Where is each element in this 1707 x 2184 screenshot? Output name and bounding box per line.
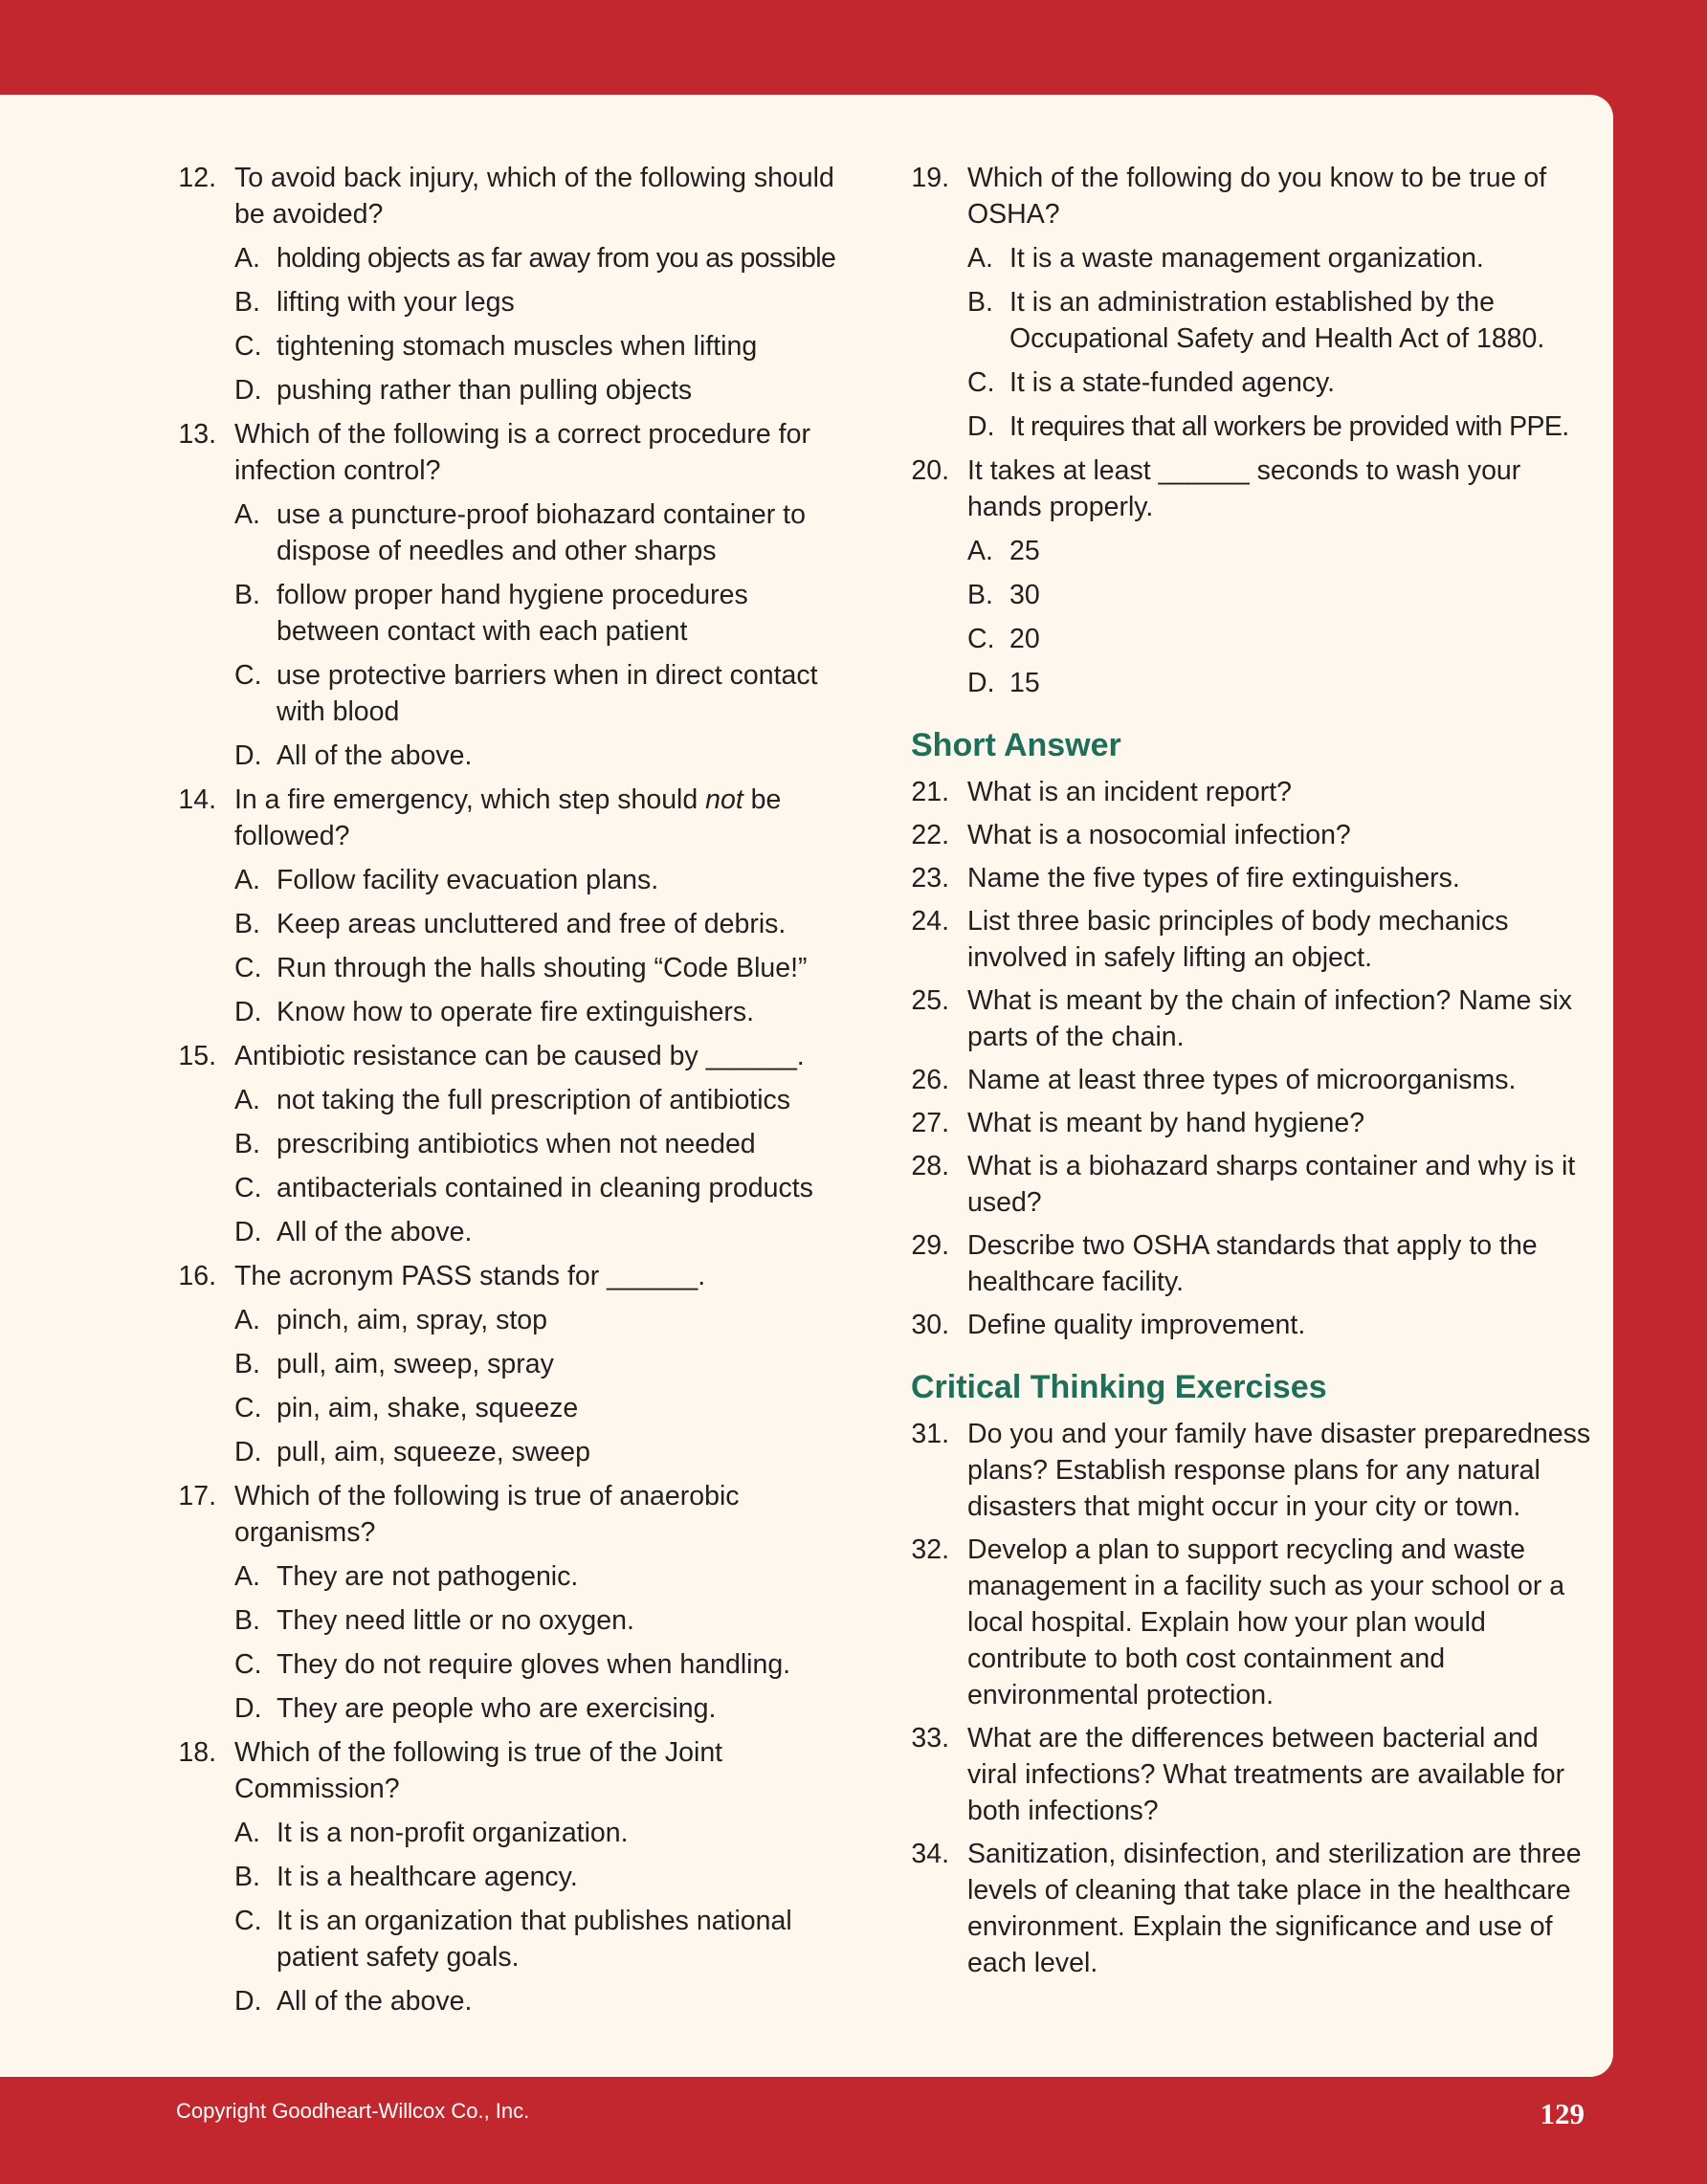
question-number: 17.	[178, 1481, 216, 1511]
option-text: Know how to operate fire extinguishers.	[277, 997, 755, 1027]
question-number: 23.	[911, 863, 949, 893]
question-22	[911, 817, 1592, 853]
answer-option	[178, 994, 857, 1030]
question-28	[911, 1148, 1592, 1221]
option-letter: A.	[234, 1305, 260, 1335]
question-15	[178, 1038, 857, 1250]
question-14	[178, 782, 857, 1030]
short-answer-heading: Short Answer	[911, 727, 1121, 763]
option-letter: D.	[234, 1437, 262, 1467]
question-text: Describe two OSHA standards that apply to the healthcare facility.	[967, 1230, 1538, 1297]
answer-option	[178, 284, 857, 320]
answer-option	[911, 284, 1592, 357]
question-number: 12.	[178, 163, 216, 193]
question-number: 18.	[178, 1737, 216, 1768]
answer-option	[178, 1346, 857, 1382]
answer-options	[178, 1082, 857, 1250]
option-text: Run through the halls shouting “Code Blue!”	[277, 953, 808, 983]
question-text-emphasis: not	[705, 784, 743, 815]
option-text: follow proper hand hygiene procedures between contact with each patient	[277, 580, 748, 647]
question-30	[911, 1307, 1592, 1343]
option-letter: D.	[234, 1986, 262, 2017]
question-text: Name the five types of fire extinguishers.	[967, 863, 1460, 893]
option-text: They are not pathogenic.	[277, 1561, 579, 1592]
answer-option	[178, 1602, 857, 1639]
answer-option	[911, 621, 1592, 657]
question-33	[911, 1720, 1592, 1829]
question-number: 27.	[911, 1108, 949, 1138]
answer-option	[911, 533, 1592, 569]
question-12	[178, 160, 857, 408]
answer-option	[178, 1983, 857, 2019]
option-text: pinch, aim, spray, stop	[277, 1305, 548, 1335]
answer-options	[178, 240, 857, 408]
answer-option	[178, 1434, 857, 1470]
option-text: pin, aim, shake, squeeze	[277, 1393, 579, 1423]
option-text: It is a non-profit organization.	[277, 1818, 629, 1848]
option-text: Follow facility evacuation plans.	[277, 865, 659, 895]
answer-option	[911, 364, 1592, 401]
answer-option	[178, 1170, 857, 1206]
copyright-notice: Copyright Goodheart-Willcox Co., Inc.	[176, 2099, 530, 2123]
page-number: 129	[1540, 2097, 1585, 2130]
question-17	[178, 1478, 857, 1727]
option-letter: A.	[967, 536, 993, 566]
question-text: It takes at least ______ seconds to wash your hands properly.	[967, 455, 1521, 522]
option-letter: D.	[967, 668, 995, 698]
answer-option	[178, 1126, 857, 1162]
option-text: pull, aim, sweep, spray	[277, 1349, 554, 1379]
option-letter: B.	[234, 909, 260, 939]
option-letter: C.	[234, 1649, 262, 1680]
answer-options	[178, 1815, 857, 2019]
question-31	[911, 1416, 1592, 1525]
question-23	[911, 860, 1592, 896]
option-text: pushing rather than pulling objects	[277, 375, 693, 406]
question-number: 14.	[178, 784, 216, 815]
option-letter: B.	[967, 287, 993, 318]
option-letter: C.	[234, 331, 262, 362]
option-letter: A.	[234, 865, 260, 895]
option-letter: B.	[234, 1605, 260, 1636]
option-text: pull, aim, squeeze, sweep	[277, 1437, 590, 1467]
question-text: Which of the following is true of the Joint Commission?	[234, 1737, 723, 1804]
option-text: All of the above.	[277, 1986, 473, 2017]
option-letter: C.	[234, 660, 262, 691]
answer-option	[178, 906, 857, 942]
question-number: 29.	[911, 1230, 949, 1261]
option-text: use protective barriers when in direct contact with blood	[277, 660, 818, 727]
question-number: 28.	[911, 1151, 949, 1181]
question-text: Sanitization, disinfection, and sterilization are three levels of cleaning that take place in the healthcare environment. Explain the significance and use of each level.	[967, 1839, 1582, 1978]
question-number: 16.	[178, 1261, 216, 1291]
option-letter: D.	[967, 411, 995, 442]
option-text: 20	[1009, 624, 1040, 654]
question-20	[911, 452, 1592, 701]
option-text: They need little or no oxygen.	[277, 1605, 634, 1636]
answer-options	[911, 533, 1592, 701]
answer-option	[178, 862, 857, 898]
answer-option	[178, 657, 857, 730]
option-text: It is a waste management organization.	[1009, 243, 1484, 274]
critical-thinking-heading: Critical Thinking Exercises	[911, 1369, 1327, 1405]
option-letter: B.	[234, 287, 260, 318]
answer-option	[178, 577, 857, 650]
question-18	[178, 1734, 857, 2019]
question-16	[178, 1258, 857, 1470]
question-number: 20.	[911, 455, 949, 486]
option-text: It is a healthcare agency.	[277, 1862, 578, 1892]
left-column	[178, 160, 857, 2027]
option-text: tightening stomach muscles when lifting	[277, 331, 758, 362]
answer-option	[911, 240, 1592, 276]
option-letter: B.	[234, 1349, 260, 1379]
answer-option	[178, 1859, 857, 1895]
question-number: 21.	[911, 777, 949, 807]
answer-option	[911, 408, 1592, 445]
option-letter: C.	[967, 367, 995, 398]
question-text: Which of the following is true of anaerobic organisms?	[234, 1481, 740, 1548]
option-text: It is an administration established by the Occupational Safety and Health Act of 1880.	[1009, 287, 1545, 354]
question-text: Which of the following is a correct procedure for infection control?	[234, 419, 810, 486]
option-letter: C.	[234, 1393, 262, 1423]
option-text: 15	[1009, 668, 1040, 698]
option-text: lifting with your legs	[277, 287, 515, 318]
option-letter: C.	[234, 953, 262, 983]
question-text: Antibiotic resistance can be caused by ______.	[234, 1041, 805, 1071]
answer-option	[178, 1214, 857, 1250]
question-text: What is a nosocomial infection?	[967, 820, 1351, 850]
right-column	[911, 160, 1592, 1988]
question-13	[178, 416, 857, 774]
question-number: 22.	[911, 820, 949, 850]
question-text	[234, 782, 857, 854]
question-34	[911, 1836, 1592, 1981]
question-number: 25.	[911, 985, 949, 1016]
option-letter: B.	[234, 1129, 260, 1159]
option-letter: D.	[234, 997, 262, 1027]
question-24	[911, 903, 1592, 976]
option-letter: B.	[234, 1862, 260, 1892]
question-text: To avoid back injury, which of the following should be avoided?	[234, 163, 834, 230]
question-text: What is meant by hand hygiene?	[967, 1108, 1365, 1138]
option-letter: B.	[234, 580, 260, 610]
answer-option	[178, 1558, 857, 1595]
question-19	[911, 160, 1592, 445]
answer-options	[178, 1558, 857, 1727]
option-text: use a puncture-proof biohazard container to dispose of needles and other sharps	[277, 499, 806, 566]
option-text: 30	[1009, 580, 1040, 610]
option-letter: D.	[234, 1693, 262, 1724]
question-text-start: In a fire emergency, which step should	[234, 784, 706, 815]
option-letter: C.	[234, 1173, 262, 1203]
question-text-end: be followed?	[234, 784, 782, 851]
question-text: What is an incident report?	[967, 777, 1293, 807]
answer-option	[178, 1082, 857, 1118]
answer-options	[178, 496, 857, 774]
answer-option	[178, 1646, 857, 1683]
page-panel	[0, 95, 1613, 2077]
answer-option	[178, 496, 857, 569]
answer-option	[178, 1690, 857, 1727]
question-text: Define quality improvement.	[967, 1310, 1306, 1340]
option-letter: D.	[234, 375, 262, 406]
question-number: 19.	[911, 163, 949, 193]
question-32	[911, 1532, 1592, 1713]
question-number: 13.	[178, 419, 216, 450]
answer-option	[911, 577, 1592, 613]
answer-option	[178, 372, 857, 408]
answer-option	[178, 240, 857, 276]
question-26	[911, 1062, 1592, 1098]
option-text: All of the above.	[277, 1217, 473, 1247]
option-letter: A.	[234, 1818, 260, 1848]
answer-option	[911, 665, 1592, 701]
answer-option	[178, 1390, 857, 1426]
option-text: It is a state-funded agency.	[1009, 367, 1336, 398]
answer-options	[178, 1302, 857, 1470]
question-text: Which of the following do you know to be true of OSHA?	[967, 163, 1547, 230]
answer-option	[178, 328, 857, 364]
option-text: not taking the full prescription of antibiotics	[277, 1085, 791, 1115]
option-letter: D.	[234, 740, 262, 771]
question-text: Do you and your family have disaster preparedness plans? Establish response plans for any natural disasters that might occur in your city or town.	[967, 1419, 1591, 1522]
option-letter: B.	[967, 580, 993, 610]
question-25	[911, 982, 1592, 1055]
option-letter: A.	[234, 1561, 260, 1592]
question-text: What is a biohazard sharps container and why is it used?	[967, 1151, 1576, 1218]
option-text: It requires that all workers be provided with PPE.	[1009, 411, 1569, 442]
option-letter: A.	[234, 243, 260, 274]
question-number: 32.	[911, 1534, 949, 1565]
question-text: The acronym PASS stands for ______.	[234, 1261, 706, 1291]
question-text: What are the differences between bacterial and viral infections? What treatments are available for both infections?	[967, 1723, 1565, 1826]
option-text: They do not require gloves when handling.	[277, 1649, 791, 1680]
question-number: 26.	[911, 1065, 949, 1095]
option-text: It is an organization that publishes national patient safety goals.	[277, 1906, 792, 1973]
question-text: Develop a plan to support recycling and waste management in a facility such as your school or a local hospital. Explain how your plan would contribute to both cost containment and environmental protection.	[967, 1534, 1565, 1710]
option-letter: C.	[234, 1906, 262, 1936]
question-number: 24.	[911, 906, 949, 937]
option-letter: A.	[234, 499, 260, 530]
option-text: 25	[1009, 536, 1040, 566]
option-text: They are people who are exercising.	[277, 1693, 717, 1724]
answer-option	[178, 950, 857, 986]
option-text: Keep areas uncluttered and free of debris.	[277, 909, 787, 939]
answer-options	[911, 240, 1592, 445]
question-text: List three basic principles of body mechanics involved in safely lifting an object.	[967, 906, 1509, 973]
question-text: Name at least three types of microorganisms.	[967, 1065, 1517, 1095]
answer-option	[178, 1815, 857, 1851]
question-21	[911, 774, 1592, 810]
option-letter: D.	[234, 1217, 262, 1247]
question-number: 15.	[178, 1041, 216, 1071]
option-text: prescribing antibiotics when not needed	[277, 1129, 756, 1159]
option-letter: A.	[967, 243, 993, 274]
option-text: All of the above.	[277, 740, 473, 771]
answer-option	[178, 738, 857, 774]
answer-option	[178, 1903, 857, 1975]
question-number: 30.	[911, 1310, 949, 1340]
option-text: antibacterials contained in cleaning products	[277, 1173, 813, 1203]
question-27	[911, 1105, 1592, 1141]
question-text: What is meant by the chain of infection? Name six parts of the chain.	[967, 985, 1573, 1052]
question-29	[911, 1227, 1592, 1300]
answer-options	[178, 862, 857, 1030]
question-number: 34.	[911, 1839, 949, 1869]
option-letter: C.	[967, 624, 995, 654]
question-number: 31.	[911, 1419, 949, 1449]
option-text: holding objects as far away from you as possible	[277, 243, 836, 274]
answer-option	[178, 1302, 857, 1338]
option-letter: A.	[234, 1085, 260, 1115]
question-number: 33.	[911, 1723, 949, 1754]
